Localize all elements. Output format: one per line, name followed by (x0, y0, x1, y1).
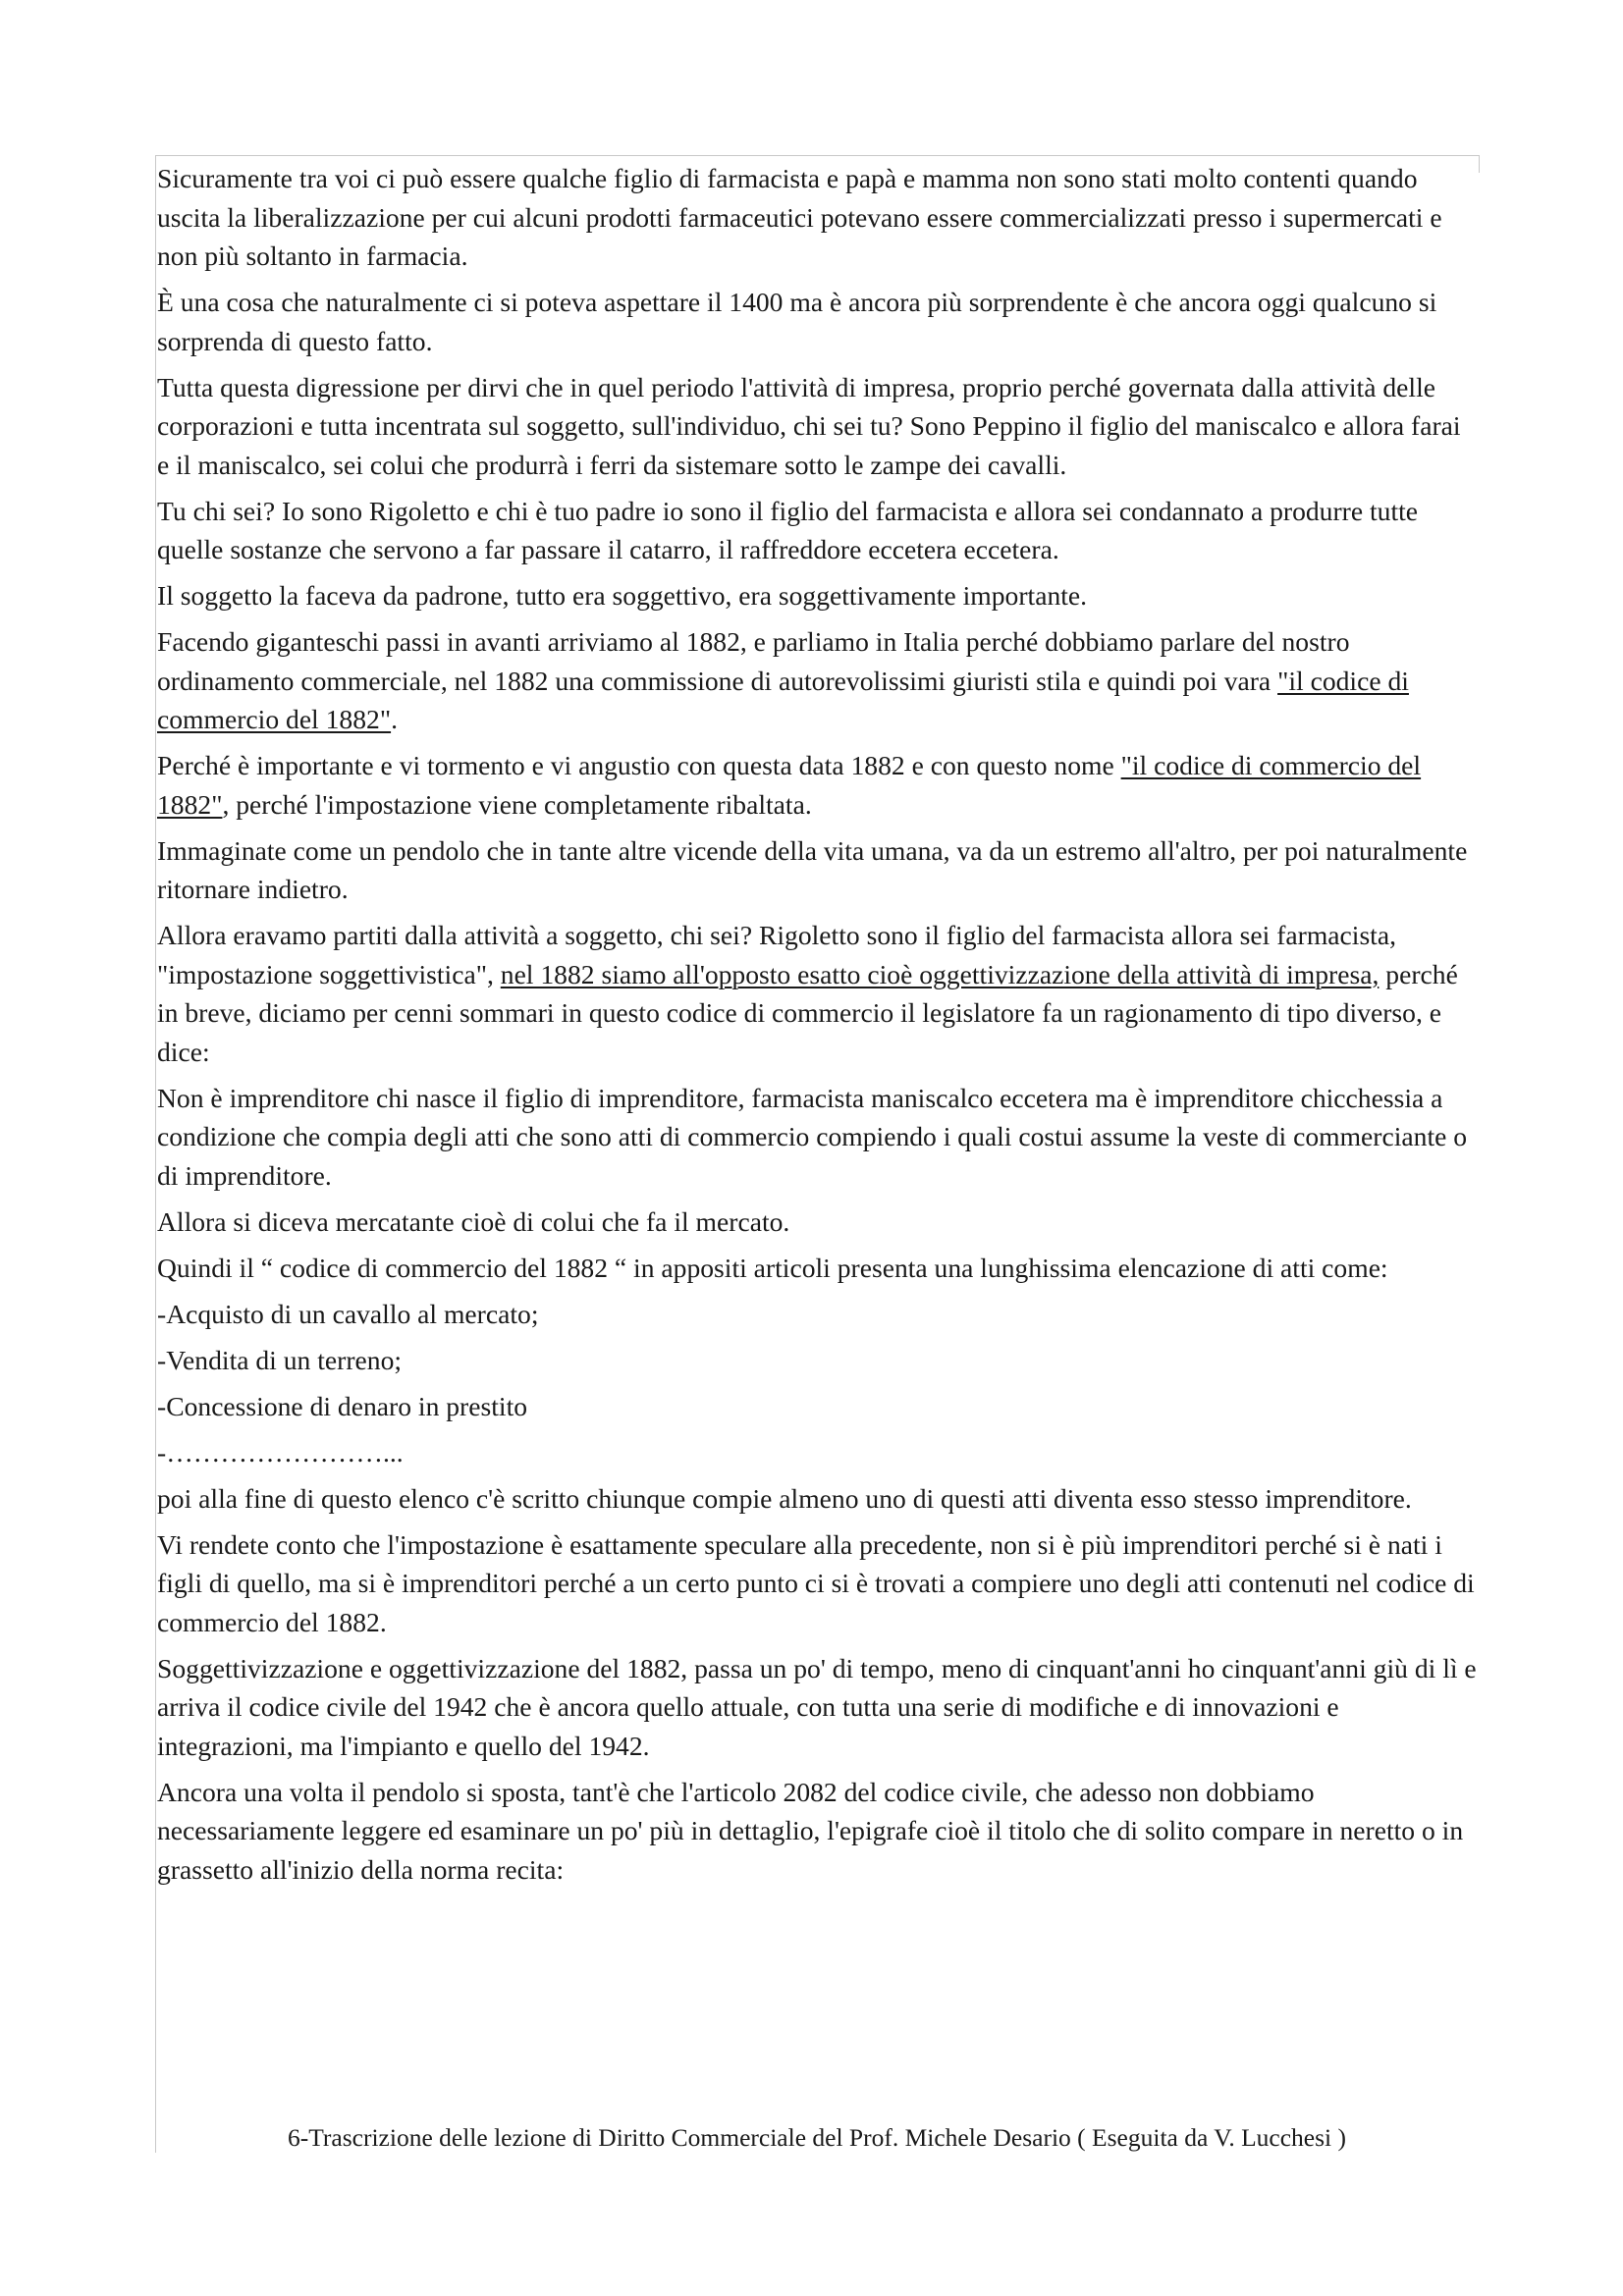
underlined-code-title: "il codice di commercio del 1882" (157, 665, 1409, 734)
paragraph-3 (157, 368, 1478, 485)
paragraph-1 (157, 159, 1478, 276)
paragraph-8 (157, 831, 1478, 909)
page-frame-left-border (155, 155, 156, 2153)
list-item-text: -Acquisto di un cavallo al mercato; (157, 1298, 539, 1329)
paragraph-text: Allora eravamo partiti dalla attività a soggetto, chi sei? Rigoletto sono il figlio del farmacista allora sei farmacista, "impostazione soggettivistica", (157, 920, 1396, 989)
paragraph-text: perché in breve, diciamo per cenni sommari in questo codice di commercio il legislatore fa un ragionamento di tipo diverso, e dice: (157, 958, 1458, 1067)
paragraph-4 (157, 492, 1478, 569)
paragraph-7 (157, 746, 1478, 824)
list-item-1 (157, 1295, 1478, 1334)
list-item-text: -Vendita di un terreno; (157, 1344, 403, 1375)
list-item-3 (157, 1387, 1478, 1426)
list-item-2 (157, 1341, 1478, 1380)
paragraph-text: poi alla fine di questo elenco c'è scritto chiunque compie almeno uno di questi atti diventa esso stesso imprenditore. (157, 1482, 1412, 1514)
paragraph-text: Soggettivizzazione e oggettivizzazione del 1882, passa un po' di tempo, meno di cinquant'anni ho cinquant'anni giù di lì e arriva il codice civile del 1942 che è ancora quello attuale, con tutta una serie di modifiche e di innovazioni e integrazioni, ma l'impianto e quello del 1942. (157, 1652, 1477, 1761)
paragraph-text: Vi rendete conto che l'impostazione è esattamente speculare alla precedente, non si è più imprenditori perché si è nati i figli di quello, ma si è imprenditori perché a un certo punto ci si è trovati a compiere uno degli atti contenuti nel codice di commercio del 1882. (157, 1528, 1475, 1637)
paragraph-16 (157, 1773, 1478, 1890)
paragraph-text: . (391, 704, 398, 734)
underlined-emphasis: nel 1882 siamo all'opposto esatto cioè oggettivizzazione della attività di impresa, (500, 958, 1380, 989)
paragraph-text: Tu chi sei? Io sono Rigoletto e chi è tuo padre io sono il figlio del farmacista e allora sei condannato a produrre tutte quelle sostanze che servono a far passare il catarro, il raffreddore eccetera eccetera. (157, 495, 1419, 564)
list-item-text: -……………………... (157, 1436, 404, 1468)
paragraph-9 (157, 916, 1478, 1071)
paragraph-text: Perché è importante e vi tormento e vi angustio con questa data 1882 e con questo nome (157, 750, 1121, 780)
paragraph-11 (157, 1202, 1478, 1242)
page-frame-right-border (1479, 155, 1480, 173)
paragraph-14 (157, 1525, 1478, 1642)
paragraph-12 (157, 1249, 1478, 1288)
paragraph-13 (157, 1479, 1478, 1519)
paragraph-text: Sicuramente tra voi ci può essere qualche figlio di farmacista e papà e mamma non sono stati molto contenti quando uscita la liberalizzazione per cui alcuni prodotti farmaceutici potevano essere commercializzati presso i supermercati e non più soltanto in farmacia. (157, 163, 1442, 271)
paragraph-15 (157, 1649, 1478, 1766)
paragraph-10 (157, 1079, 1478, 1196)
paragraph-2 (157, 283, 1478, 360)
underlined-code-title: "il codice di commercio del 1882" (157, 750, 1422, 820)
document-body (157, 159, 1478, 1896)
list-item-text: -Concessione di denaro in prestito (157, 1390, 528, 1421)
page-frame-top-border (155, 155, 1479, 156)
paragraph-text: Il soggetto la faceva da padrone, tutto era soggettivo, era soggettivamente importante. (157, 580, 1088, 611)
paragraph-5 (157, 576, 1478, 615)
paragraph-text: È una cosa che naturalmente ci si poteva aspettare il 1400 ma è ancora più sorprendente è che ancora oggi qualcuno si sorprenda di questo fatto. (157, 287, 1437, 356)
paragraph-text: Allora si diceva mercatante cioè di colui che fa il mercato. (157, 1205, 790, 1237)
paragraph-text: Facendo giganteschi passi in avanti arriviamo al 1882, e parliamo in Italia perché dobbiamo parlare del nostro ordinamento commerciale, nel 1882 una commissione di autorevolissimi giuristi stila e quindi poi vara (157, 626, 1350, 696)
paragraph-text: Tutta questa digressione per dirvi che in quel periodo l'attività di impresa, proprio perché governata dalla attività delle corporazioni e tutta incentrata sul soggetto, sull'individuo, chi sei tu? Sono Peppino il figlio del maniscalco e allora farai e il maniscalco, sei colui che produrrà i ferri da sistemare sotto le zampe dei cavalli. (157, 371, 1461, 480)
paragraph-text: Quindi il “ codice di commercio del 1882 “ in appositi articoli presenta una lunghissima elencazione di atti come: (157, 1252, 1388, 1283)
list-item-4 (157, 1433, 1478, 1472)
page-footer: 6-Trascrizione delle lezione di Diritto Commerciale del Prof. Michele Desario ( Eseguita da V. Lucchesi ) (288, 2123, 1346, 2152)
paragraph-text: , perché l'impostazione viene completamente ribaltata. (222, 788, 812, 820)
paragraph-6 (157, 622, 1478, 739)
paragraph-text: Immaginate come un pendolo che in tante altre vicende della vita umana, va da un estremo all'altro, per poi naturalmente ritornare indietro. (157, 834, 1468, 904)
paragraph-text: Non è imprenditore chi nasce il figlio di imprenditore, farmacista maniscalco eccetera ma è imprenditore chicchessia a condizione che compia degli atti che sono atti di commercio compiendo i quali costui assume la veste di commerciante o di imprenditore. (157, 1082, 1468, 1191)
paragraph-text: Ancora una volta il pendolo si sposta, tant'è che l'articolo 2082 del codice civile, che adesso non dobbiamo necessariamente leggere ed esaminare un po' più in dettaglio, l'epigrafe cioè il titolo che di solito compare in neretto o in grassetto all'inizio della norma recita: (157, 1776, 1464, 1885)
